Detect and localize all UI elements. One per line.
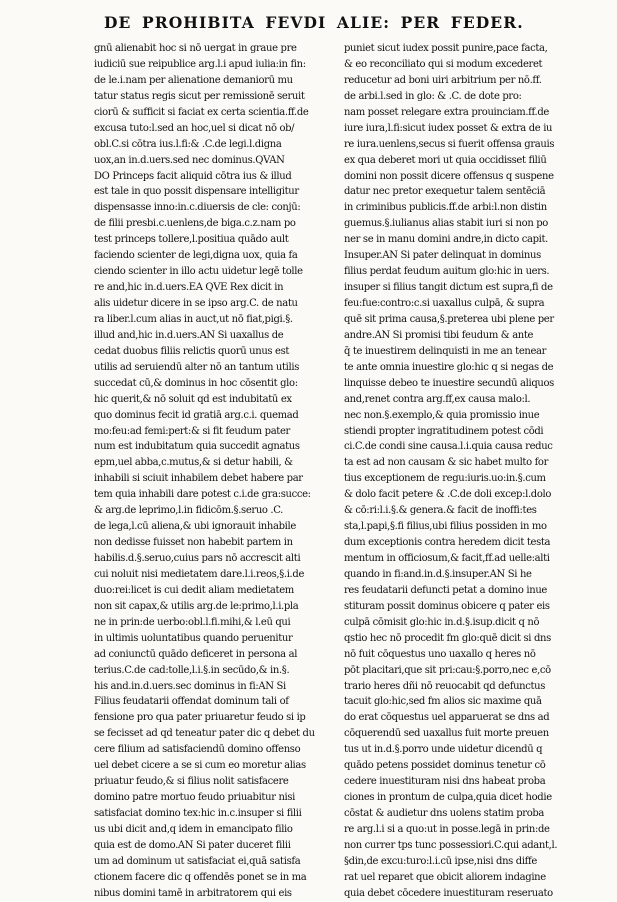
left-column-line: test princeps tollere,l.positiua quādo ault xyxy=(94,234,289,246)
left-column-line: dispensasse inno:in.c.diuersis de cle: conjū: xyxy=(94,202,301,214)
right-column-line: and,renet contra arg.ff,ex causa malo:l. xyxy=(344,393,531,405)
left-column-line: & arg.de leprimo,l.in fidicōm.§.seruo .C. xyxy=(94,505,284,517)
right-column-line: de arbi.l.sed in glo: & .C. de dote pro: xyxy=(344,90,522,102)
left-column-line: gnū alienabit hoc si nō uergat in graue pre xyxy=(94,43,297,54)
left-column-line: ctionem facere dic q offendēs ponet se in ma xyxy=(94,871,307,883)
right-column-line: guemus.§.iulianus alias stabit iuri si non po xyxy=(344,218,548,230)
left-column-line: quia est de domo.AN Si pater duceret filii xyxy=(94,839,291,851)
right-column-line: andre.AN Si promisi tibi feudum & ante xyxy=(344,329,534,341)
left-column-line: est tale in quo possit dispensare intelligitur xyxy=(94,186,299,198)
right-column-line: stituram possit dominus obicere q pater eis xyxy=(344,600,550,612)
right-column-line: cōstat & audietur dns uolens statim proba xyxy=(344,808,545,819)
left-column xyxy=(94,41,332,902)
left-column-line: de le.i.nam per alienatione demaniorū mu xyxy=(94,74,293,86)
right-column-line: ex qua deberet mori ut quia occidisset filiū xyxy=(344,154,547,166)
left-column-line: succedat cū,& dominus in hoc cōsentit glo: xyxy=(94,377,298,389)
left-column-line: Filius feudatarii offendat dominum tali of xyxy=(94,696,289,708)
left-column-line: tatur status regis sicut per remissionē seruit xyxy=(94,90,305,102)
right-column-line: culpā cōmisit glo:hic in.d.§.isup.dicit q nō xyxy=(344,616,540,628)
running-header: DE PROHIBITA FEVDI ALIE: PER FEDER. xyxy=(104,13,524,32)
right-column-line: ta est ad non causam & sic habet multo for xyxy=(344,457,549,469)
left-column-line: illud and,hic in.d.uers.AN Si uaxallus de xyxy=(94,329,284,341)
left-column-line: re and,hic in.d.uers.EA QVE Rex dicit in xyxy=(94,282,284,294)
left-column-line: cedat duobus filiis relictis quorū unus est xyxy=(94,345,290,357)
left-column-line: hic querit,& nō soluit qd est indubitatū ex xyxy=(94,393,292,405)
left-column-line: um ad dominum ut satisfaciat ei,quā satisfa xyxy=(94,855,301,867)
left-column-line: satisfaciat domino tex:hic in.c.insuper si filii xyxy=(94,808,302,819)
right-column xyxy=(344,41,596,902)
left-column-line: DO Princeps facit aliquid cōtra ius & illud xyxy=(94,170,292,182)
right-column-line: te ante omnia inuestire glo:hic q si negas de xyxy=(344,361,554,373)
right-column-line: ner se in manu domini andre,in dicto capit. xyxy=(344,234,549,246)
right-column-line: tius exceptionem de regu:iuris.uo:in.§.cum xyxy=(344,473,546,485)
right-column-line: linquisse debeo te inuestire secundū aliquos xyxy=(344,377,554,389)
left-column-line: mo:feu:ad femi:pert:& si fit feudum pater xyxy=(94,425,290,437)
left-column-line: ciendo scienter in illo actu uidetur legē tolle xyxy=(94,266,303,278)
right-column-line: & cō:ri:l.i.§.& genera.& facit de inoffi:tes xyxy=(344,505,537,517)
left-column-line: faciendo scienter de legi,digna uox, quia fa xyxy=(94,250,298,262)
right-column-line: reducetur ad boni uiri arbitrium per nō.ff. xyxy=(344,74,542,86)
right-column-line: rat uel reparet que obicit aliorem indagine xyxy=(344,871,546,883)
right-column-line: quia debet cōcedere inuestituram reseruato xyxy=(344,887,553,899)
right-column-line: quādo petens possidet dominus tenetur cō xyxy=(344,760,546,772)
right-column-line: cōquerendū sed uaxallus fuit morte preuen xyxy=(344,728,549,740)
right-column-line: mentum in officiosum,& facit,ff.ad uelle:alti xyxy=(344,553,550,564)
left-column-line: domino patre mortuo feudo priuabitur nisi xyxy=(94,792,296,804)
left-column-line: ra liber.l.cum alias in auct,ut nō fiat,pigi.§. xyxy=(94,313,293,325)
right-column-line: iure iura,l.fi:sicut iudex posset & extra de iu xyxy=(344,122,553,134)
right-column-line: filius perdat feudum auitum glo:hic in uers. xyxy=(344,266,550,278)
left-column-line: priuatur feudo,& si filius nolit satisfacere xyxy=(94,776,289,788)
left-column-line: ad coniunctū quādo deficeret in persona al xyxy=(94,648,298,660)
left-column-line: us ubi dicit and,q idem in emancipato filio xyxy=(94,823,293,835)
left-column-line: cere filium ad satisfaciendū domino offenso xyxy=(94,744,301,756)
right-column-line: tus ut in.d.§.porro unde uidetur dicendū q xyxy=(344,744,543,756)
right-column-line: q̄ te inuestirem delinquisti in me an tenear xyxy=(344,345,547,357)
right-column-line: stiendi propter ingratitudinem potest cōdi xyxy=(344,425,544,437)
left-column-line: nibus domini tamē in arbitratorem qui eis xyxy=(94,887,292,899)
left-column-line: epm,uel abba,c.mutus,& si detur habili, & xyxy=(94,457,293,469)
left-column-line: cui noluit nisi medietatem dare.l.i.reos,§.i.de xyxy=(94,568,305,580)
right-column-line: do erat cōquestus uel apparuerat se dns ad xyxy=(344,712,550,724)
right-column-line: ciones in prontum de culpa,quia dicet hodie xyxy=(344,792,552,804)
right-column-line: & eo reconciliato qui si modum excederet xyxy=(344,58,543,70)
left-column-line: his and.in.d.uers.sec dominus in fi:AN Si xyxy=(94,680,286,692)
right-column-line: re arg.l.i si a quo:ut in posse.legā in prin:de xyxy=(344,823,550,835)
right-column-line: ci.C.de condi sine causa.l.i.quia causa reduc xyxy=(344,441,553,453)
right-column-line: trario heres dñi nō reuocabit qd defunctus xyxy=(344,680,546,692)
right-column-line: §din,de excu:turo:l.i.cū ipse,nisi dns diffe xyxy=(344,855,537,867)
left-column-line: excusa tuto:l.sed an hoc,uel si dicat nō ob/ xyxy=(94,122,295,134)
left-column-line: quo dominus fecit id gratiā arg.c.i. quemad xyxy=(94,409,299,421)
left-column-line: obl.C.si cōtra ius.l.fi:& .C.de legi.l.digna xyxy=(94,138,282,150)
left-column-line: iudiciū sue reipublice arg.l.i apud iulia:in fin: xyxy=(94,58,306,70)
left-column-line: in ultimis uoluntatibus quando peruenitur xyxy=(94,632,293,644)
right-column-line: feu:fue:contro:c.si uaxallus culpā, & supra xyxy=(344,298,545,309)
right-column-line: cedere inuestituram nisi dns habeat proba xyxy=(344,776,546,788)
left-column-line: ciorū & sufficit si faciat ex certa scientia.ff.de xyxy=(94,106,309,118)
right-column-line: res feudatarii defuncti petat a domino inue xyxy=(344,584,547,596)
right-column-line: puniet sicut iudex possit punire,pace facta, xyxy=(344,43,548,54)
right-column-line: Insuper.AN Si pater delinquat in dominus xyxy=(344,250,541,262)
left-column-line: de lega,l.cū aliena,& ubi ignorauit inhabile xyxy=(94,521,296,533)
right-column-line: dum exceptionis contra heredem dicit testa xyxy=(344,537,551,549)
left-column-line: inhabili si sciuit inhabilem debet habere par xyxy=(94,473,303,485)
left-column-line: alis uidetur dicere in se ipso arg.C. de natu xyxy=(94,298,298,309)
left-column-line: se fecisset ad qd teneatur pater dic q debet du xyxy=(94,728,315,740)
left-column-line: duo:rei:licet is cui dedit aliam medietatem xyxy=(94,584,294,596)
right-column-line: & dolo facit petere & .C.de doli excep:l.dolo xyxy=(344,489,552,501)
left-column-line: habilis.d.§.seruo,cuius pars nō accrescit alti xyxy=(94,553,301,564)
left-column-line: num est indubitatum quia succedit agnatus xyxy=(94,441,300,453)
right-column-line: pōt placitari,que sit pri:cau:§.porro,nec e,cō xyxy=(344,664,551,676)
right-column-line: domini non possit dicere offensus q suspene xyxy=(344,170,554,182)
right-column-line: tacuit glo:hic,sed fm alios sic maxime quā xyxy=(344,696,542,708)
left-column-line: tem quia inhabili dare potest c.i.de gra:succe: xyxy=(94,489,311,501)
left-column-line: uel debet cicere a se si cum eo moretur alias xyxy=(94,760,306,772)
right-column-line: nam posset relegare extra prouinciam.ff.de xyxy=(344,106,549,118)
right-column-line: qstio hec nō procedit fm glo:quē dicit si dns xyxy=(344,632,551,644)
right-column-line: datur nec pretor exequetur talem sentēciā xyxy=(344,186,546,198)
left-column-line: fensione pro qua pater priuaretur feudo si ip xyxy=(94,712,306,724)
left-column-line: non dedisse fuisset non habebit partem in xyxy=(94,537,293,549)
right-column-line: re iura.uenlens,secus si fuerit offensa grauis xyxy=(344,138,555,150)
left-column-line: uox,an in.d.uers.sed nec dominus.QVAN xyxy=(94,154,285,166)
right-column-line: non currer tps tunc possessiori.C.qui adant,l. xyxy=(344,839,558,851)
left-column-line: ne in prin:de uerbo:obl.l.fi.mihi,& l.eū qui xyxy=(94,616,291,628)
right-column-line: in criminibus publicis.ff.de arbi:l.non distin xyxy=(344,202,547,214)
left-column-line: terius.C.de cad:tolle,l.i.§.in secūdo,& in.§. xyxy=(94,664,290,676)
right-column-line: nō fuit cōquestus uno uaxallo q heres nō xyxy=(344,648,536,660)
left-column-line: de filii presbi.c.uenlens,de biga.c.z.nam po xyxy=(94,218,296,230)
right-column-line: sta,l.papi,§.fi filius,ubi filius possiden in mo xyxy=(344,521,547,533)
right-column-line: nec non.§.exemplo,& quia promissio inue xyxy=(344,409,540,421)
left-column-line: non sit capax,& utilis arg.de le:primo,l.i.pla xyxy=(94,600,299,612)
right-column-line: insuper si filius tangit dictum est supra,fi de xyxy=(344,282,553,294)
right-column-line: quē sit prima causa,§.preterea ubi plene per xyxy=(344,313,554,325)
left-column-line: utilis ad seruiendū alter nō an tantum utilis xyxy=(94,361,300,373)
right-column-line: quando in fi:and.in.d.§.insuper.AN Si he xyxy=(344,568,532,580)
